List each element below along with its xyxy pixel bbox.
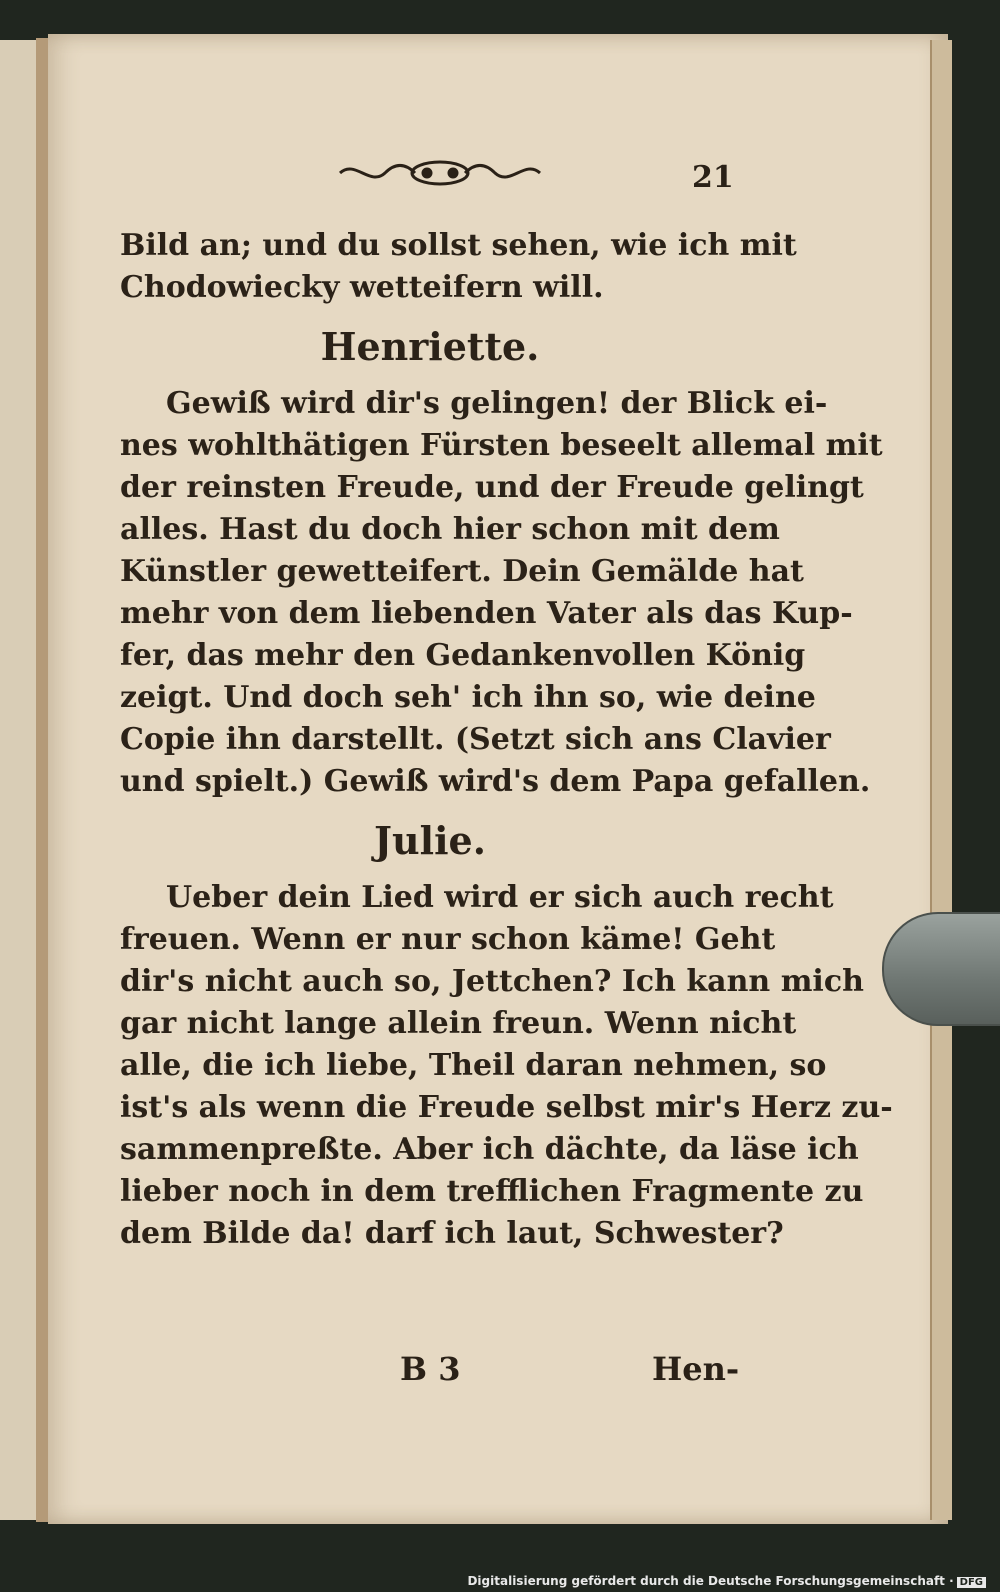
catchword: Hen- [652, 1350, 740, 1388]
page-number: 21 [692, 160, 734, 195]
dfg-logo: DFG [957, 1577, 986, 1588]
text-line: alles. Hast du doch hier schon mit dem [120, 512, 780, 547]
text-line: Bild an; und du sollst sehen, wie ich mit [120, 228, 797, 263]
text-line: dir's nicht auch so, Jettchen? Ich kann mich [120, 964, 864, 999]
text-line: sammenpreßte. Aber ich dächte, da läse ich [120, 1132, 859, 1167]
text-line: Künstler gewetteifert. Dein Gemälde hat [120, 554, 804, 589]
text-line: Chodowiecky wetteifern will. [120, 270, 604, 305]
text-line: zeigt. Und doch seh' ich ihn so, wie deine [120, 680, 816, 715]
page-edge-stack [930, 40, 952, 1520]
text-line: Gewiß wird dir's gelingen! der Blick ei- [166, 386, 828, 421]
text-line: der reinsten Freude, und der Freude gelingt [120, 470, 864, 505]
text-line: Copie ihn darstellt. (Setzt sich ans Clavier [120, 722, 831, 757]
henriette-paragraph [120, 383, 883, 803]
text-line: lieber noch in dem trefflichen Fragmente zu [120, 1174, 864, 1209]
text-line: nes wohlthätigen Fürsten beseelt allemal mit [120, 428, 883, 463]
header-ornament [335, 155, 545, 191]
speaker-julie: Julie. [374, 818, 486, 863]
digitization-credit [467, 1574, 986, 1588]
text-line: mehr von dem liebenden Vater als das Kup- [120, 596, 853, 631]
text-line: und spielt.) Gewiß wird's dem Papa gefallen. [120, 764, 871, 799]
text-line: ist's als wenn die Freude selbst mir's Herz zu- [120, 1090, 893, 1125]
text-body [120, 225, 893, 1255]
text-line: freuen. Wenn er nur schon käme! Geht [120, 922, 776, 957]
opening-paragraph [120, 225, 797, 309]
text-line: fer, das mehr den Gedankenvollen König [120, 638, 806, 673]
text-line: Ueber dein Lied wird er sich auch recht [166, 880, 834, 915]
julie-paragraph [120, 877, 893, 1255]
speaker-henriette: Henriette. [320, 324, 540, 369]
text-line: dem Bilde da! darf ich laut, Schwester? [120, 1216, 784, 1251]
page-clip [882, 912, 1000, 1026]
text-line: alle, die ich liebe, Theil daran nehmen, so [120, 1048, 827, 1083]
credit-text: Digitalisierung gefördert durch die Deutsche Forschungsgemeinschaft · [467, 1574, 954, 1588]
text-line: gar nicht lange allein freun. Wenn nicht [120, 1006, 797, 1041]
signature-mark: B 3 [400, 1350, 461, 1388]
